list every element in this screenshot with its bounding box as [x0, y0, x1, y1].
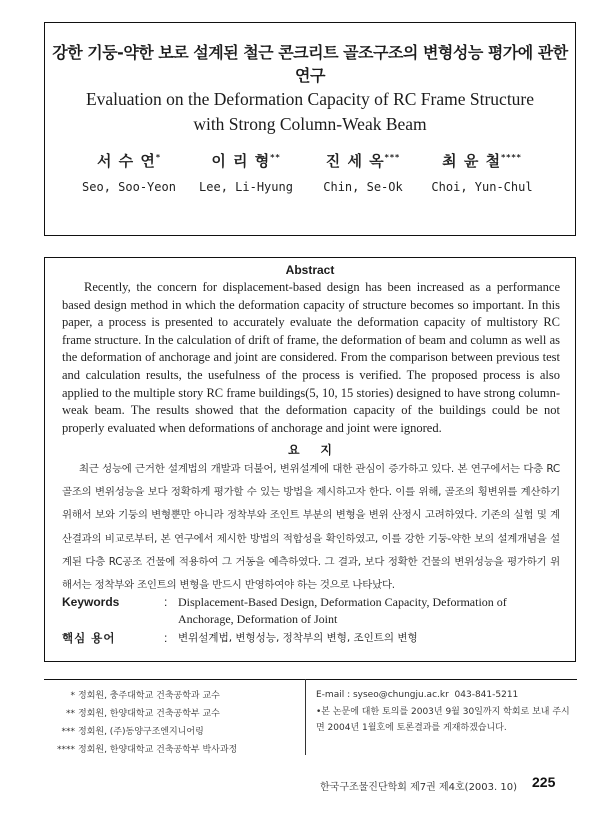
affiliation-2: ** 정회원, 한양대학교 건축공학부 교수 [66, 709, 220, 719]
keywords-korean-label: 핵심 용어 [62, 631, 116, 645]
abstract-block [44, 257, 576, 662]
paper-title-korean: 강한 기둥-약한 보로 설계된 철근 콘크리트 골조구조의 변형성능 평가에 관한 연구 [52, 43, 568, 85]
discussion-notice: •본 논문에 대한 토의를 2003년 9월 30일까지 학회로 보내 주시면 2004년 1월호에 토론결과를 게재하겠습니다. [316, 707, 570, 733]
author-korean-1: 서 수 연* [96, 152, 162, 170]
keywords-korean-colon: : [164, 631, 168, 645]
author-korean-4: 최 윤 철**** [442, 152, 522, 170]
page-number: 225 [532, 774, 556, 790]
author-english-4: Choi, Yun-Chul [431, 180, 533, 194]
contact-block [316, 687, 574, 736]
keywords-colon: : [164, 595, 168, 609]
keywords-korean-value: 변위설계법, 변형성능, 정착부의 변형, 조인트의 변형 [178, 632, 418, 644]
title-block [44, 22, 576, 236]
abstract-heading: Abstract [285, 263, 335, 277]
footnote-divider [305, 679, 306, 755]
paper-title-english-line1: Evaluation on the Deformation Capacity of RC Frame Structure [85, 89, 535, 109]
contact-email: E-mail : syseo@chungju.ac.kr 043-841-5211 [316, 690, 519, 700]
affiliation-1: * 정회원, 충주대학교 건축공학과 교수 [70, 691, 220, 701]
author-english-2: Lee, Li-Hyung [199, 180, 293, 194]
author-korean-3: 진 세 옥*** [325, 152, 401, 170]
abstract-text: Recently, the concern for displacement-based design has been increased as a performance based design method in which the deformation capacity of structure becomes so important. In this paper, a process is presented to accurately evaluate the deformation capacity of multistory RC frame structure. In the calculation of drift of frame, the deformation of beam and column as well as the deformation of anchorage and joint are considered. From the comparison between previous test and calculation results, the usefulness of the process is verified. The proposed process is also applied to the multiple story RC frame buildings(5, 10, 15 stories) designed to have strong column-weak beam. The results showed that the deformation capacity of the buildings could be not properly evaluated when deformations of anchorage and joint were ignored. [62, 280, 560, 435]
korean-summary-heading: 요 지 [287, 443, 333, 457]
keywords-value: Displacement-Based Design, Deformation Capacity, Deformation of Anchorage, Deformation of Joint [178, 595, 507, 626]
author-english-3: Chin, Se-Ok [323, 180, 403, 194]
author-affiliations [55, 687, 300, 759]
author-korean-2: 이 리 형** [211, 152, 281, 170]
author-english-1: Seo, Soo-Yeon [82, 180, 176, 194]
paper-title-english-line2: with Strong Column-Weak Beam [193, 114, 427, 134]
footnote-rule [44, 679, 577, 680]
keywords-label: Keywords [62, 595, 120, 609]
korean-summary-text: 최근 성능에 근거한 설계법의 개발과 더불어, 변위설계에 대한 관심이 증가하고 있다. 본 연구에서는 다층 RC 골조의 변위성능을 보다 정확하게 평가할 수 있는 방법을 제시하고자 한다. 이를 위해, 골조의 횡변위를 계산하기 위해서 보와 기둥의 변형뿐만 아니라 정착부와 조인트 부분의 변형을 변위 산정시 고려하였다. 기존의 실험 및 계산결과의 비교로부터, 본 연구에서 제시한 방법의 적합성을 확인하였고, 이를 강한 기둥-약한 보의 설계개념을 설계된 다층 RC공조 건물에 적용하여 그 거동을 예측하였다. 그 결과, 보다 정확한 건물의 변위성능을 평가하기 위해서는 정착부와 조인트의 변형을 반드시 반영하여야 하는 것으로 나타났다. [62, 463, 560, 592]
affiliation-3: *** 정회원, (주)동양구조엔지니어링 [61, 727, 204, 737]
affiliation-4: **** 정회원, 한양대학교 건축공학부 박사과정 [57, 745, 238, 755]
journal-footer: 한국구조물진단학회 제7권 제4호(2003. 10) [320, 782, 517, 793]
